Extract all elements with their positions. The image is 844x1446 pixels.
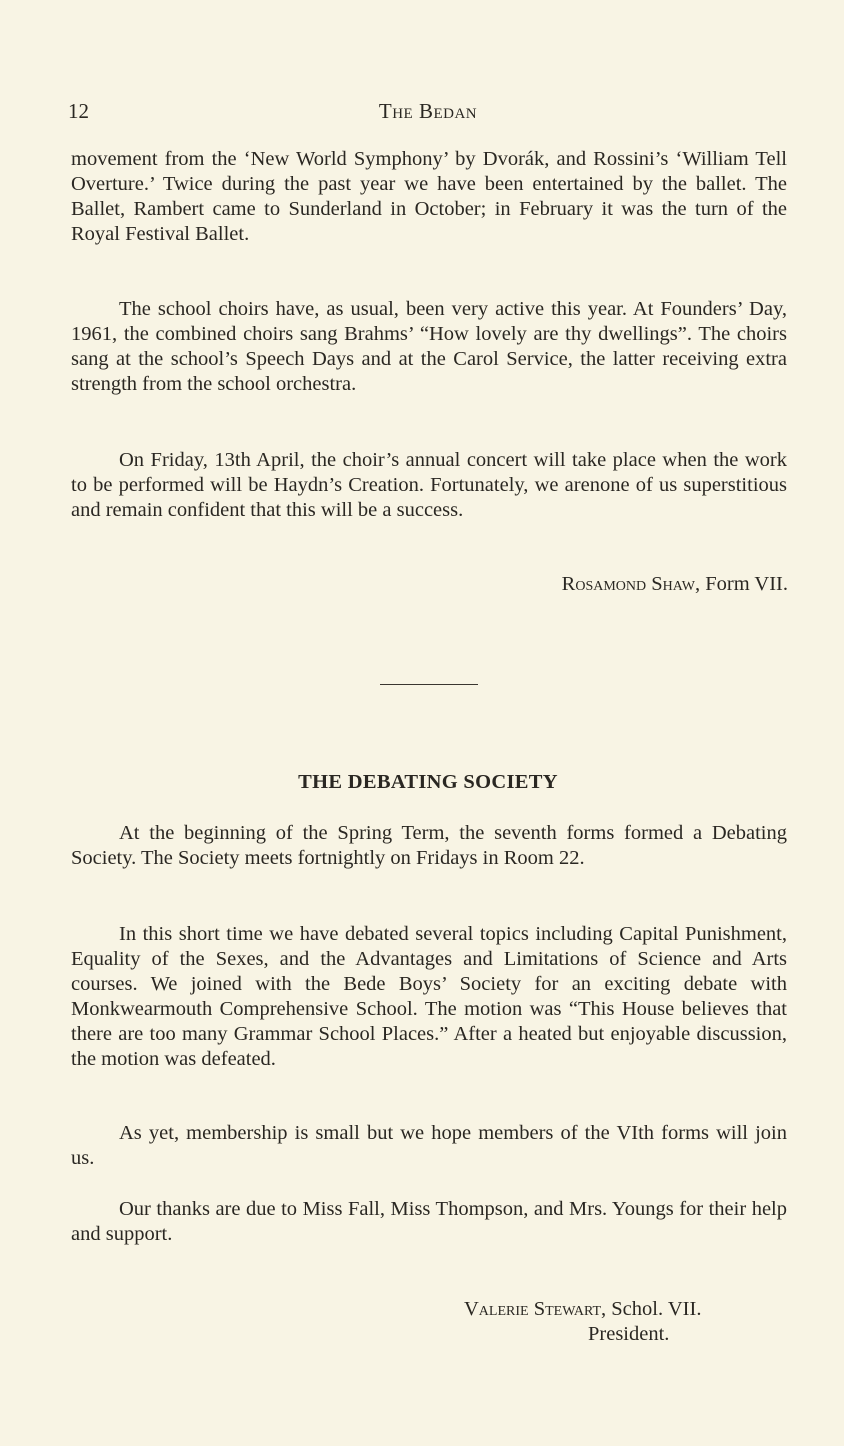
signature-role: President. xyxy=(588,1323,670,1345)
signature-name: Rosamond Shaw xyxy=(561,573,695,595)
section-heading: THE DEBATING SOCIETY xyxy=(298,771,558,793)
page-number: 12 xyxy=(68,99,89,123)
signature-debating xyxy=(464,1297,701,1347)
paragraph-music-3: On Friday, 13th April, the choir’s annual concert will take place when the work to be performed will be Haydn’s Creation. Fortunately, we arenone of us superstitious and remain confident that this will be a success. xyxy=(71,449,787,521)
paragraph-debating-1: At the beginning of the Spring Term, the seventh forms formed a Debating Society. The Society meets fortnightly on Fridays in Room 22. xyxy=(71,822,787,869)
page-header xyxy=(68,99,788,129)
signature-form: , Schol. VII. xyxy=(601,1298,702,1320)
section-divider xyxy=(380,684,478,685)
paragraph-debating-3: As yet, membership is small but we hope members of the VIth forms will join us. xyxy=(71,1122,787,1169)
signature-music xyxy=(562,572,788,597)
signature-form: , Form VII. xyxy=(694,573,788,595)
paragraph-music-1: movement from the ‘New World Symphony’ by Dvorák, and Rossini’s ‘William Tell Overture.’ Twice during the past year we have been entertained by the ballet. The Ballet, Rambert came to Sunderland in October; in February it was the turn of the Royal Festival Ballet. xyxy=(71,148,787,245)
paragraph-debating-2: In this short time we have debated several topics including Capital Punishment, Equality of the Sexes, and the Advantages and Limitations of Science and Arts courses. We joined with the Bede Boys’ Society for an exciting debate with Monkwearmouth Comprehensive School. The motion was “This House believes that there are too many Grammar School Places.” After a heated but enjoyable discussion, the motion was defeated. xyxy=(71,923,787,1070)
signature-name: Valerie Stewart xyxy=(464,1298,602,1320)
paragraph-debating-4: Our thanks are due to Miss Fall, Miss Thompson, and Mrs. Youngs for their help and support. xyxy=(71,1198,787,1245)
paragraph-music-2: The school choirs have, as usual, been very active this year. At Founders’ Day, 1961, the combined choirs sang Brahms’ “How lovely are thy dwellings”. The choirs sang at the school’s Speech Days and at the Carol Service, the latter receiving extra strength from the school orchestra. xyxy=(71,298,787,395)
running-title: The Bedan xyxy=(378,99,478,123)
